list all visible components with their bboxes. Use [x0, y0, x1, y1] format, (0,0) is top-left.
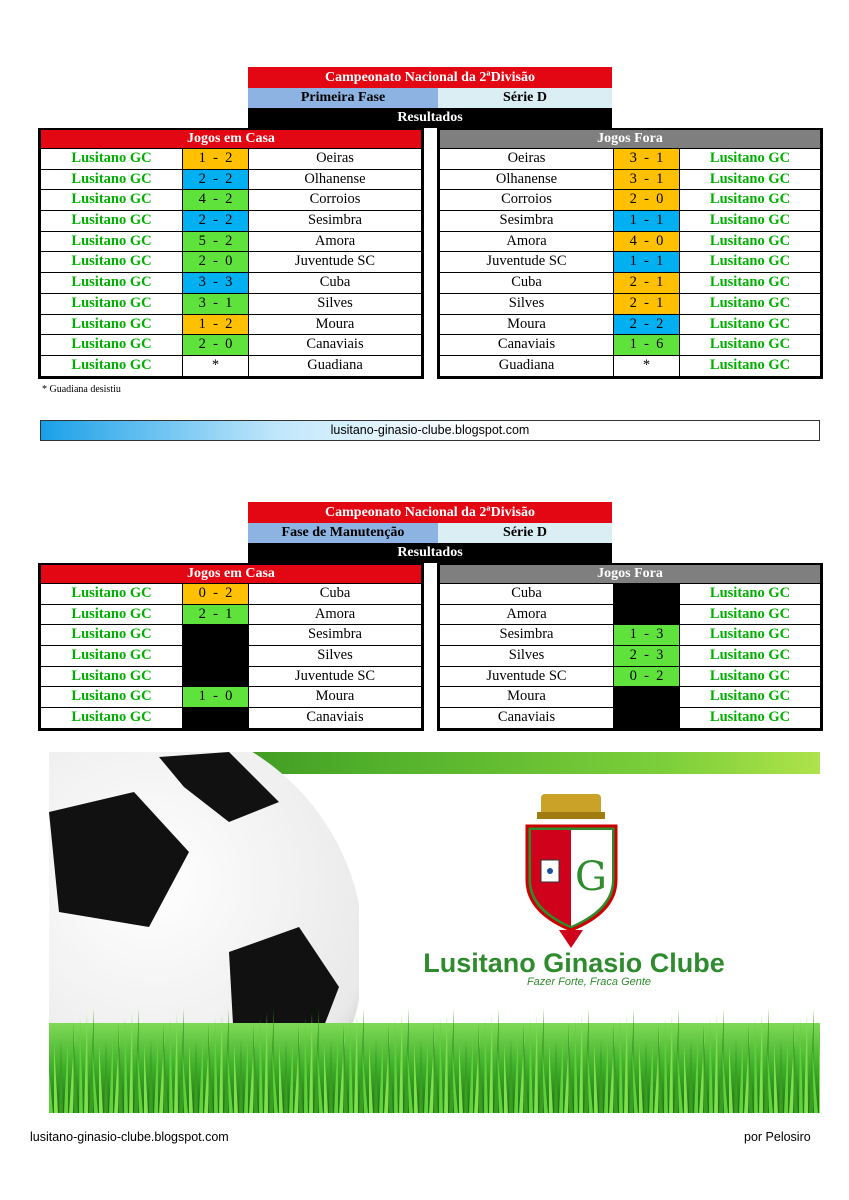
table-row — [440, 707, 820, 728]
score: 2 - 0 — [182, 335, 248, 355]
serie-label: Série D — [438, 88, 612, 108]
results-label: Resultados — [248, 108, 612, 128]
score: 1 - 2 — [182, 315, 248, 335]
team-name: Lusitano GC — [41, 708, 182, 728]
championship-title: Campeonato Nacional da 2ªDivisão — [248, 502, 612, 523]
table-row — [440, 251, 820, 272]
score — [182, 708, 248, 728]
table-row — [41, 314, 421, 335]
table-row — [440, 293, 820, 314]
opponent-name: Moura — [248, 687, 421, 707]
team-name: Lusitano GC — [41, 252, 182, 272]
table-row — [440, 355, 820, 376]
opponent-name: Olhanense — [248, 170, 421, 190]
table-row — [440, 624, 820, 645]
phase-label: Fase de Manutenção — [248, 523, 438, 543]
table-row — [41, 169, 421, 190]
score: 4 - 2 — [182, 190, 248, 210]
team-name: Lusitano GC — [41, 211, 182, 231]
score: 2 - 0 — [182, 252, 248, 272]
table-row — [41, 210, 421, 231]
opponent-name: Silves — [248, 294, 421, 314]
home-games-table — [38, 563, 424, 731]
team-name: Lusitano GC — [679, 211, 820, 231]
table-row — [440, 189, 820, 210]
team-name: Lusitano GC — [41, 149, 182, 169]
phase-label: Primeira Fase — [248, 88, 438, 108]
score: 3 - 1 — [182, 294, 248, 314]
opponent-name: Canaviais — [440, 335, 613, 355]
team-name: Lusitano GC — [41, 190, 182, 210]
score: 1 - 6 — [613, 335, 679, 355]
opponent-name: Juventude SC — [440, 667, 613, 687]
opponent-name: Moura — [248, 315, 421, 335]
score: 5 - 2 — [182, 232, 248, 252]
table-row — [41, 604, 421, 625]
team-name: Lusitano GC — [41, 335, 182, 355]
team-name: Lusitano GC — [41, 605, 182, 625]
table-row — [41, 148, 421, 169]
table-row — [41, 686, 421, 707]
score: * — [182, 356, 248, 376]
team-name: Lusitano GC — [679, 625, 820, 645]
opponent-name: Amora — [248, 232, 421, 252]
table-row — [41, 645, 421, 666]
club-crest-icon — [519, 790, 624, 950]
opponent-name: Sesimbra — [248, 211, 421, 231]
table-row — [41, 666, 421, 687]
away-games-header: Jogos Fora — [440, 565, 820, 583]
score: 1 - 1 — [613, 252, 679, 272]
score: 2 - 2 — [613, 315, 679, 335]
footer-blog-link[interactable]: lusitano-ginasio-clube.blogspot.com — [30, 1130, 229, 1144]
opponent-name: Amora — [248, 605, 421, 625]
score: 4 - 0 — [613, 232, 679, 252]
team-name: Lusitano GC — [679, 273, 820, 293]
opponent-name: Canaviais — [248, 708, 421, 728]
score: * — [613, 356, 679, 376]
club-motto: Fazer Forte, Fraca Gente — [526, 976, 652, 988]
footnote: * Guadiana desistiu — [42, 384, 121, 395]
score: 2 - 0 — [613, 190, 679, 210]
results-label: Resultados — [248, 543, 612, 563]
team-name: Lusitano GC — [679, 149, 820, 169]
score — [182, 667, 248, 687]
table-row — [41, 189, 421, 210]
team-name: Lusitano GC — [41, 232, 182, 252]
opponent-name: Cuba — [440, 273, 613, 293]
table-row — [440, 583, 820, 604]
team-name: Lusitano GC — [679, 605, 820, 625]
opponent-name: Corroios — [440, 190, 613, 210]
score: 1 - 3 — [613, 625, 679, 645]
score: 2 - 1 — [613, 273, 679, 293]
grass-image — [49, 983, 820, 1113]
team-name: Lusitano GC — [679, 667, 820, 687]
svg-text:G: G — [575, 854, 607, 900]
home-games-header: Jogos em Casa — [41, 565, 421, 583]
score: 2 - 2 — [182, 170, 248, 190]
opponent-name: Oeiras — [440, 149, 613, 169]
serie-label: Série D — [438, 523, 612, 543]
opponent-name: Silves — [248, 646, 421, 666]
opponent-name: Silves — [440, 646, 613, 666]
team-name: Lusitano GC — [679, 252, 820, 272]
team-name: Lusitano GC — [679, 708, 820, 728]
opponent-name: Cuba — [248, 584, 421, 604]
team-name: Lusitano GC — [41, 170, 182, 190]
opponent-name: Cuba — [440, 584, 613, 604]
championship-title: Campeonato Nacional da 2ªDivisão — [248, 67, 612, 88]
team-name: Lusitano GC — [679, 294, 820, 314]
table-row — [41, 707, 421, 728]
opponent-name: Juventude SC — [440, 252, 613, 272]
score: 2 - 1 — [182, 605, 248, 625]
opponent-name: Oeiras — [248, 149, 421, 169]
table-row — [440, 231, 820, 252]
score: 0 - 2 — [613, 667, 679, 687]
away-games-header: Jogos Fora — [440, 130, 820, 148]
score: 2 - 3 — [613, 646, 679, 666]
score: 1 - 2 — [182, 149, 248, 169]
opponent-name: Silves — [440, 294, 613, 314]
team-name: Lusitano GC — [41, 584, 182, 604]
table-row — [440, 314, 820, 335]
table-row — [440, 148, 820, 169]
table-row — [440, 645, 820, 666]
team-name: Lusitano GC — [41, 687, 182, 707]
opponent-name: Cuba — [248, 273, 421, 293]
team-name: Lusitano GC — [41, 667, 182, 687]
team-name: Lusitano GC — [41, 625, 182, 645]
team-name: Lusitano GC — [679, 170, 820, 190]
team-name: Lusitano GC — [41, 315, 182, 335]
opponent-name: Sesimbra — [440, 211, 613, 231]
score: 2 - 1 — [613, 294, 679, 314]
score — [613, 708, 679, 728]
table-row — [440, 604, 820, 625]
table-row — [41, 355, 421, 376]
opponent-name: Sesimbra — [248, 625, 421, 645]
team-name: Lusitano GC — [41, 356, 182, 376]
score: 1 - 1 — [613, 211, 679, 231]
table-row — [440, 272, 820, 293]
score: 3 - 1 — [613, 149, 679, 169]
team-name: Lusitano GC — [41, 646, 182, 666]
table-row — [41, 272, 421, 293]
table-row — [440, 334, 820, 355]
score — [613, 584, 679, 604]
opponent-name: Olhanense — [440, 170, 613, 190]
table-row — [440, 666, 820, 687]
team-name: Lusitano GC — [679, 232, 820, 252]
team-name: Lusitano GC — [679, 356, 820, 376]
team-name: Lusitano GC — [679, 646, 820, 666]
score: 3 - 3 — [182, 273, 248, 293]
team-name: Lusitano GC — [679, 584, 820, 604]
opponent-name: Juventude SC — [248, 667, 421, 687]
table-row — [41, 583, 421, 604]
home-games-table — [38, 128, 424, 379]
home-games-header: Jogos em Casa — [41, 130, 421, 148]
table-row — [41, 624, 421, 645]
score — [613, 687, 679, 707]
score — [182, 646, 248, 666]
section1-header — [248, 67, 612, 128]
score: 0 - 2 — [182, 584, 248, 604]
away-games-table — [437, 563, 823, 731]
opponent-name: Canaviais — [248, 335, 421, 355]
score — [182, 625, 248, 645]
table-row — [440, 169, 820, 190]
away-games-table — [437, 128, 823, 379]
opponent-name: Guadiana — [440, 356, 613, 376]
club-banner — [49, 752, 820, 1113]
club-name: Lusitano Ginasio Clube — [423, 948, 725, 978]
score: 1 - 0 — [182, 687, 248, 707]
opponent-name: Guadiana — [248, 356, 421, 376]
team-name: Lusitano GC — [679, 335, 820, 355]
table-row — [41, 293, 421, 314]
table-row — [440, 686, 820, 707]
opponent-name: Moura — [440, 687, 613, 707]
table-row — [41, 231, 421, 252]
table-row — [41, 334, 421, 355]
opponent-name: Moura — [440, 315, 613, 335]
team-name: Lusitano GC — [41, 294, 182, 314]
score: 2 - 2 — [182, 211, 248, 231]
opponent-name: Corroios — [248, 190, 421, 210]
opponent-name: Amora — [440, 232, 613, 252]
blog-url-bar[interactable]: lusitano-ginasio-clube.blogspot.com — [40, 420, 820, 441]
team-name: Lusitano GC — [41, 273, 182, 293]
footer-author: por Pelosiro — [744, 1130, 811, 1144]
team-name: Lusitano GC — [679, 315, 820, 335]
section2-header — [248, 502, 612, 563]
opponent-name: Canaviais — [440, 708, 613, 728]
score: 3 - 1 — [613, 170, 679, 190]
opponent-name: Amora — [440, 605, 613, 625]
team-name: Lusitano GC — [679, 190, 820, 210]
opponent-name: Sesimbra — [440, 625, 613, 645]
table-row — [440, 210, 820, 231]
opponent-name: Juventude SC — [248, 252, 421, 272]
score — [613, 605, 679, 625]
team-name: Lusitano GC — [679, 687, 820, 707]
table-row — [41, 251, 421, 272]
